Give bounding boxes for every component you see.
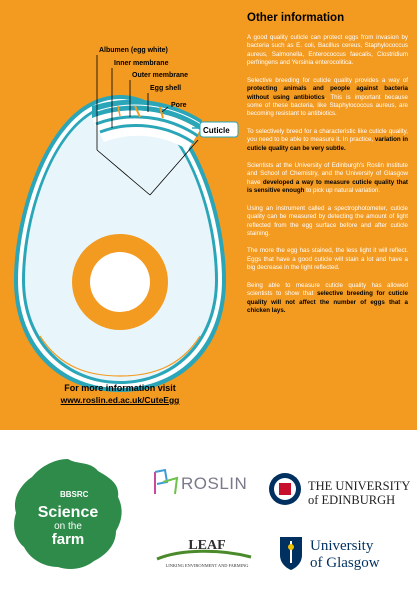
info-paragraph-3 xyxy=(247,128,408,153)
p2-text: Selective breeding for cuticle quality provides a way of xyxy=(247,76,408,84)
p4-bold: developed a way to measure cuticle quality that is sensitive enough xyxy=(247,178,408,195)
edinburgh-line2: of EDINBURGH xyxy=(308,493,396,507)
leaf-text: LEAF xyxy=(188,538,226,553)
p4-text: Scientists at the University of Edinburgh's Roslin Institute and School of Chemistry, and the University of Glasgow have xyxy=(247,162,408,186)
info-title: Other information xyxy=(247,12,345,24)
roslin-text: ROSLIN xyxy=(181,474,248,493)
p7-text: Being able to measure cuticle quality has allowed scientists to show that xyxy=(247,281,408,298)
p4-text-end: to pick up natural variation. xyxy=(304,187,381,195)
sof-farm: farm xyxy=(51,531,85,548)
university-of-edinburgh-logo xyxy=(268,470,413,510)
glasgow-line1: University xyxy=(310,538,374,554)
more-info xyxy=(0,383,240,405)
label-albumen: Albumen (egg white) xyxy=(99,47,168,54)
info-paragraph-1: A good quality cuticle can protect eggs from invasion by bacteria such as E. coli, Bacillus cereus, Staphylococcus aureus, Salmonella, Enterococcus faecalis, Clostridium perfringens and Yersinia enterocolitica. xyxy=(247,34,408,67)
glasgow-crest-icon xyxy=(278,535,304,571)
label-pore: Pore xyxy=(171,102,187,109)
other-information xyxy=(247,12,408,324)
egg-diagram xyxy=(0,0,240,420)
p7-bold: selective breeding for cuticle quality will not affect the number of eggs that a chicken lays. xyxy=(247,290,409,314)
label-egg-shell: Egg shell xyxy=(150,85,182,92)
info-paragraph-7 xyxy=(247,282,408,316)
p2-text-end: . This is important because some of these bacteria, like Staphylococcus aureus, are becoming resistant to antibiotics. xyxy=(247,93,408,118)
glasgow-line2: of Glasgow xyxy=(310,555,380,571)
p2-bold: protecting animals and people against bacteria without using antibiotics xyxy=(247,85,408,101)
leaf-logo xyxy=(151,533,263,573)
leaf-subtitle: LINKING ENVIRONMENT AND FARMING xyxy=(165,563,249,568)
p3-text: To selectively breed for a characteristic like cuticle quality, you need to be able to measure it. In practice, xyxy=(247,127,408,144)
roslin-logo xyxy=(153,468,263,498)
sof-science: Science xyxy=(37,504,99,521)
label-cuticle: Cuticle xyxy=(203,126,230,135)
roslin-mark-icon xyxy=(153,468,181,498)
edinburgh-line1: THE UNIVERSITY xyxy=(308,479,411,493)
sof-bbsrc: BBSRC xyxy=(60,490,89,499)
edinburgh-crest-icon xyxy=(268,470,302,508)
info-paragraph-2 xyxy=(247,77,408,119)
yolk-center xyxy=(90,252,150,312)
info-paragraph-4 xyxy=(247,162,408,196)
p3-bold: variation in cuticle quality can be very subtle. xyxy=(247,136,408,152)
science-on-the-farm-logo xyxy=(8,455,128,575)
label-outer-membrane: Outer membrane xyxy=(132,72,189,79)
leaf-mark-icon xyxy=(151,533,263,563)
info-paragraph-5: Using an instrument called a spectrophotometer, cuticle quality can be measured by detecting the amount of light reflected from the egg surface before and after cuticle staining. xyxy=(247,204,408,238)
info-paragraph-6: The more the egg has stained, the less light it will reflect. Eggs that have a good cuticle will stain a lot and have a big decrease in the light reflected. xyxy=(247,247,408,272)
sof-on-the: on the xyxy=(54,521,82,532)
label-inner-membrane: Inner membrane xyxy=(114,60,169,67)
more-info-link[interactable]: www.roslin.ed.ac.uk/CuteEgg xyxy=(60,395,180,405)
more-info-label: For more information visit xyxy=(64,383,176,393)
university-of-glasgow-logo xyxy=(278,535,413,575)
